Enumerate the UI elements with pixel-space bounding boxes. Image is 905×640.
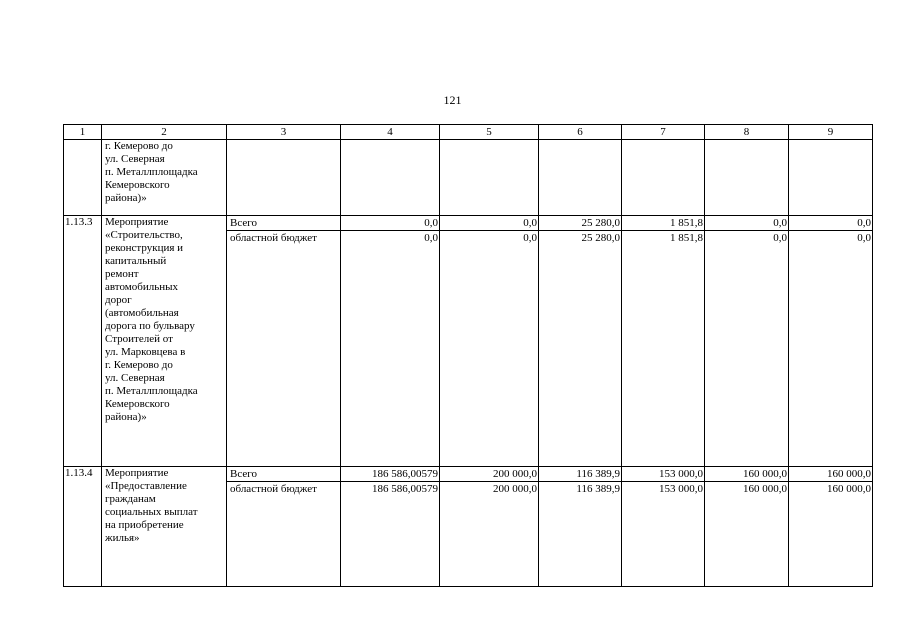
value-cell xyxy=(341,216,440,467)
value-total: 116 389,9 xyxy=(539,467,621,482)
empty-cell xyxy=(341,140,440,216)
header-cell: 1 xyxy=(64,125,102,140)
funding-source-cell xyxy=(227,216,341,467)
empty-cell xyxy=(789,140,873,216)
header-cell: 4 xyxy=(341,125,440,140)
value-cell xyxy=(539,467,622,587)
value-cell xyxy=(622,216,705,467)
funding-source-cell xyxy=(227,467,341,587)
value-total: 186 586,00579 xyxy=(341,467,439,482)
source-total: Всего xyxy=(227,467,340,482)
header-cell: 2 xyxy=(102,125,227,140)
value-total: 1 851,8 xyxy=(622,216,704,231)
value-regional: 0,0 xyxy=(523,232,537,244)
value-regional: 160 000,0 xyxy=(743,483,787,495)
value-total: 25 280,0 xyxy=(539,216,621,231)
value-cell xyxy=(341,467,440,587)
value-total: 153 000,0 xyxy=(622,467,704,482)
empty-cell xyxy=(227,140,341,216)
value-total: 200 000,0 xyxy=(440,467,538,482)
value-regional: 116 389,9 xyxy=(576,483,620,495)
value-total: 0,0 xyxy=(705,216,788,231)
header-cell: 5 xyxy=(440,125,539,140)
table-row xyxy=(64,216,873,467)
value-regional: 200 000,0 xyxy=(493,483,537,495)
value-regional: 160 000,0 xyxy=(827,483,871,495)
value-cell xyxy=(440,216,539,467)
value-total: 160 000,0 xyxy=(789,467,872,482)
page-number: 121 xyxy=(443,93,462,107)
measure-code: 1.13.3 xyxy=(64,216,102,467)
source-regional: областной бюджет xyxy=(230,483,317,495)
measure-name: г. Кемерово до ул. Северная п. Металлплощадка Кемеровского района)» xyxy=(102,140,227,216)
continuation-row xyxy=(64,140,873,216)
value-cell xyxy=(705,467,789,587)
value-regional: 153 000,0 xyxy=(659,483,703,495)
value-regional: 0,0 xyxy=(773,232,787,244)
code-cell xyxy=(64,140,102,216)
value-regional: 0,0 xyxy=(857,232,871,244)
measure-name: Мероприятие «Предоставление гражданам социальных выплат на приобретение жилья» xyxy=(102,467,227,587)
table-row xyxy=(64,467,873,587)
value-total: 0,0 xyxy=(341,216,439,231)
value-total: 0,0 xyxy=(789,216,872,231)
value-cell xyxy=(789,216,873,467)
value-cell xyxy=(440,467,539,587)
value-regional: 186 586,00579 xyxy=(372,483,438,495)
header-cell: 7 xyxy=(622,125,705,140)
empty-cell xyxy=(705,140,789,216)
value-regional: 25 280,0 xyxy=(581,232,620,244)
value-cell xyxy=(789,467,873,587)
source-total: Всего xyxy=(227,216,340,231)
empty-cell xyxy=(539,140,622,216)
header-cell: 8 xyxy=(705,125,789,140)
empty-cell xyxy=(440,140,539,216)
measure-name: Мероприятие «Строительство, реконструкция и капитальный ремонт автомобильных дорог (автомобильная дорога по бульвару Строителей от ул. Марковцева в г. Кемерово до ул. Северная п. Металлплощадка Кемеровского района)» xyxy=(102,216,227,467)
measure-code: 1.13.4 xyxy=(64,467,102,587)
empty-cell xyxy=(622,140,705,216)
header-cell: 6 xyxy=(539,125,622,140)
value-total: 0,0 xyxy=(440,216,538,231)
source-regional: областной бюджет xyxy=(230,232,317,244)
value-total: 160 000,0 xyxy=(705,467,788,482)
budget-table xyxy=(63,124,873,587)
value-cell xyxy=(539,216,622,467)
value-cell xyxy=(622,467,705,587)
header-cell: 3 xyxy=(227,125,341,140)
value-regional: 1 851,8 xyxy=(670,232,703,244)
value-cell xyxy=(705,216,789,467)
header-cell: 9 xyxy=(789,125,873,140)
value-regional: 0,0 xyxy=(424,232,438,244)
header-row xyxy=(64,125,873,140)
